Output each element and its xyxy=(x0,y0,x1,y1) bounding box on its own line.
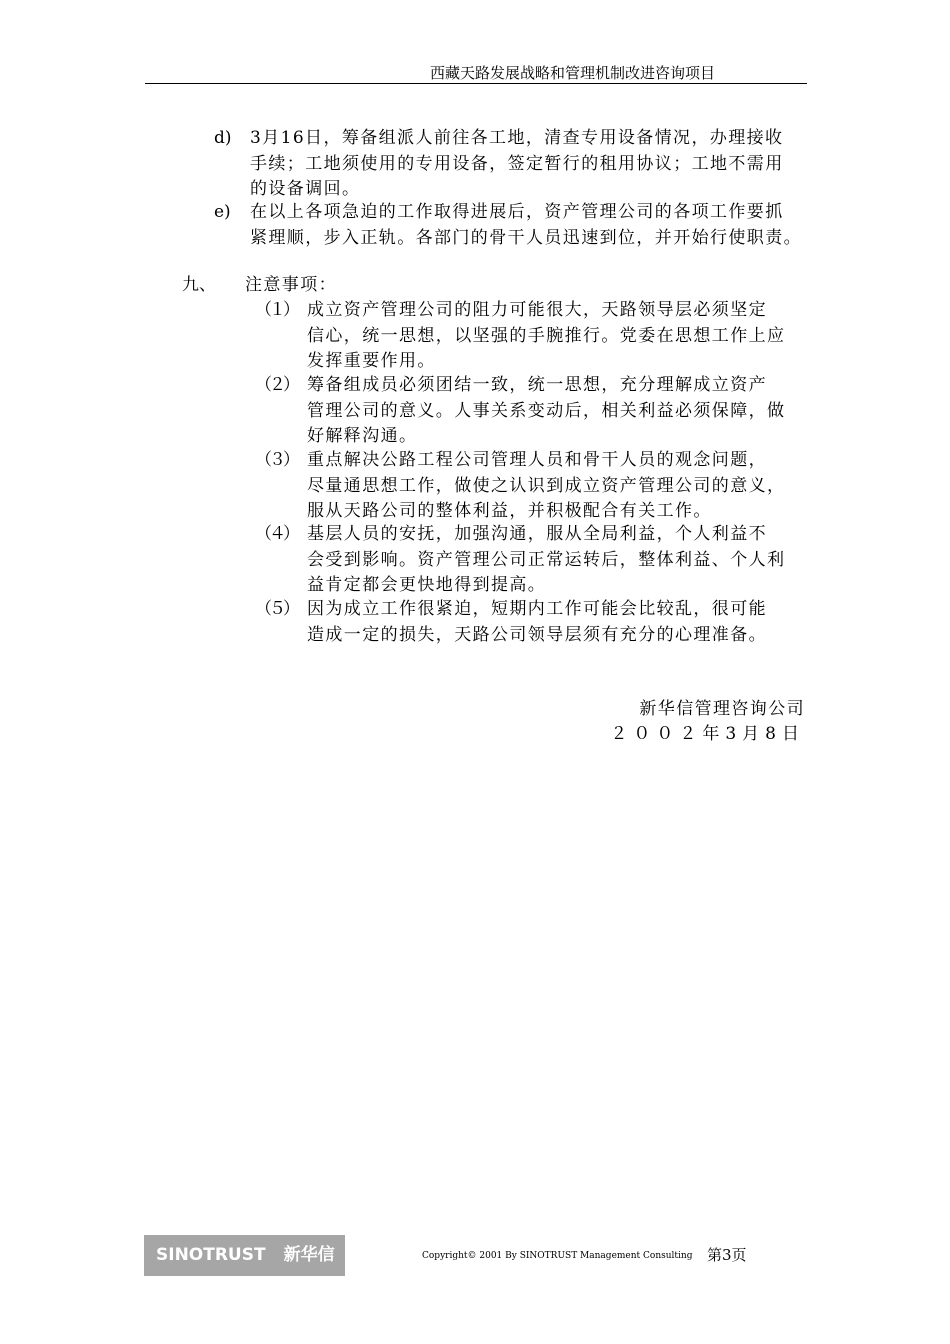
item-d-text xyxy=(250,126,784,203)
note-1-line-1: 成立资产管理公司的阻力可能很大，天路领导层必须坚定 xyxy=(307,300,767,320)
note-5-line-1: 因为成立工作很紧迫，短期内工作可能会比较乱，很可能 xyxy=(307,599,767,619)
note-4-label: （４） xyxy=(255,524,297,544)
note-3-line-1: 重点解决公路工程公司管理人员和骨干人员的观念问题， xyxy=(307,450,767,470)
item-e-text xyxy=(250,200,802,251)
note-4-line-1: 基层人员的安抚，加强沟通，服从全局利益，个人利益不 xyxy=(307,524,767,544)
header-title: 西藏天路发展战略和管理机制改进咨询项目 xyxy=(430,64,716,82)
note-5-line-2: 造成一定的损失，天路公司领导层须有充分的心理准备。 xyxy=(307,624,767,645)
logo-en: SINOTRUST xyxy=(156,1245,266,1265)
item-d-line-1: 3月16日，筹备组派人前往各工地，清查专用设备情况，办理接收 xyxy=(250,128,784,148)
section-title: 注意事项： xyxy=(245,275,337,295)
note-3-text xyxy=(307,448,785,525)
footer-copyright: Copyright© 2001 By SINOTRUST Management Consulting xyxy=(422,1251,693,1261)
note-4-line-3: 益肯定都会更快地得到提高。 xyxy=(307,575,547,595)
note-4-line-2: 会受到影响。资产管理公司正常运转后，整体利益、个人利 xyxy=(307,549,786,570)
note-2-line-1: 筹备组成员必须团结一致，统一思想，充分理解成立资产 xyxy=(307,375,767,395)
note-1-label: （１） xyxy=(255,300,297,320)
note-2-label: （２） xyxy=(255,375,297,395)
note-5-label: （５） xyxy=(255,599,297,619)
note-2-line-2: 管理公司的意义。人事关系变动后，相关利益必须保障，做 xyxy=(307,400,786,421)
page-number: 第3页 xyxy=(707,1246,747,1264)
item-e-line-1: 在以上各项急迫的工作取得进展后，资产管理公司的各项工作要抓 xyxy=(250,202,784,222)
note-3-line-2: 尽量通思想工作，做使之认识到成立资产管理公司的意义， xyxy=(307,475,786,496)
note-1-line-3: 发挥重要作用。 xyxy=(307,351,436,371)
note-2-line-3: 好解释沟通。 xyxy=(307,426,418,446)
header-rule xyxy=(145,83,807,84)
sinotrust-logo xyxy=(144,1235,345,1276)
item-d-line-2: 手续；工地须使用的专用设备，签定暂行的租用协议；工地不需用 xyxy=(250,153,784,174)
note-4-text xyxy=(307,522,785,599)
item-e-label: e) xyxy=(214,202,231,222)
note-5-text xyxy=(307,597,767,648)
signature-company: 新华信管理咨询公司 xyxy=(639,699,805,719)
note-1-text xyxy=(307,298,785,375)
note-1-line-2: 信心，统一思想，以坚强的手腕推行。党委在思想工作上应 xyxy=(307,325,786,346)
item-e-line-2: 紧理顺，步入正轨。各部门的骨干人员迅速到位，并开始行使职责。 xyxy=(250,227,802,248)
item-d-line-3: 的设备调回。 xyxy=(250,179,361,199)
logo-cn: 新华信 xyxy=(283,1245,335,1265)
signature-date: ２００２年3月8日 xyxy=(610,724,805,744)
note-3-line-3: 服从天路公司的整体利益，并积极配合有关工作。 xyxy=(307,501,712,521)
item-d-label: d) xyxy=(214,128,232,148)
note-2-text xyxy=(307,373,785,450)
note-3-label: （３） xyxy=(255,450,297,470)
section-number: 九、 xyxy=(182,275,216,295)
